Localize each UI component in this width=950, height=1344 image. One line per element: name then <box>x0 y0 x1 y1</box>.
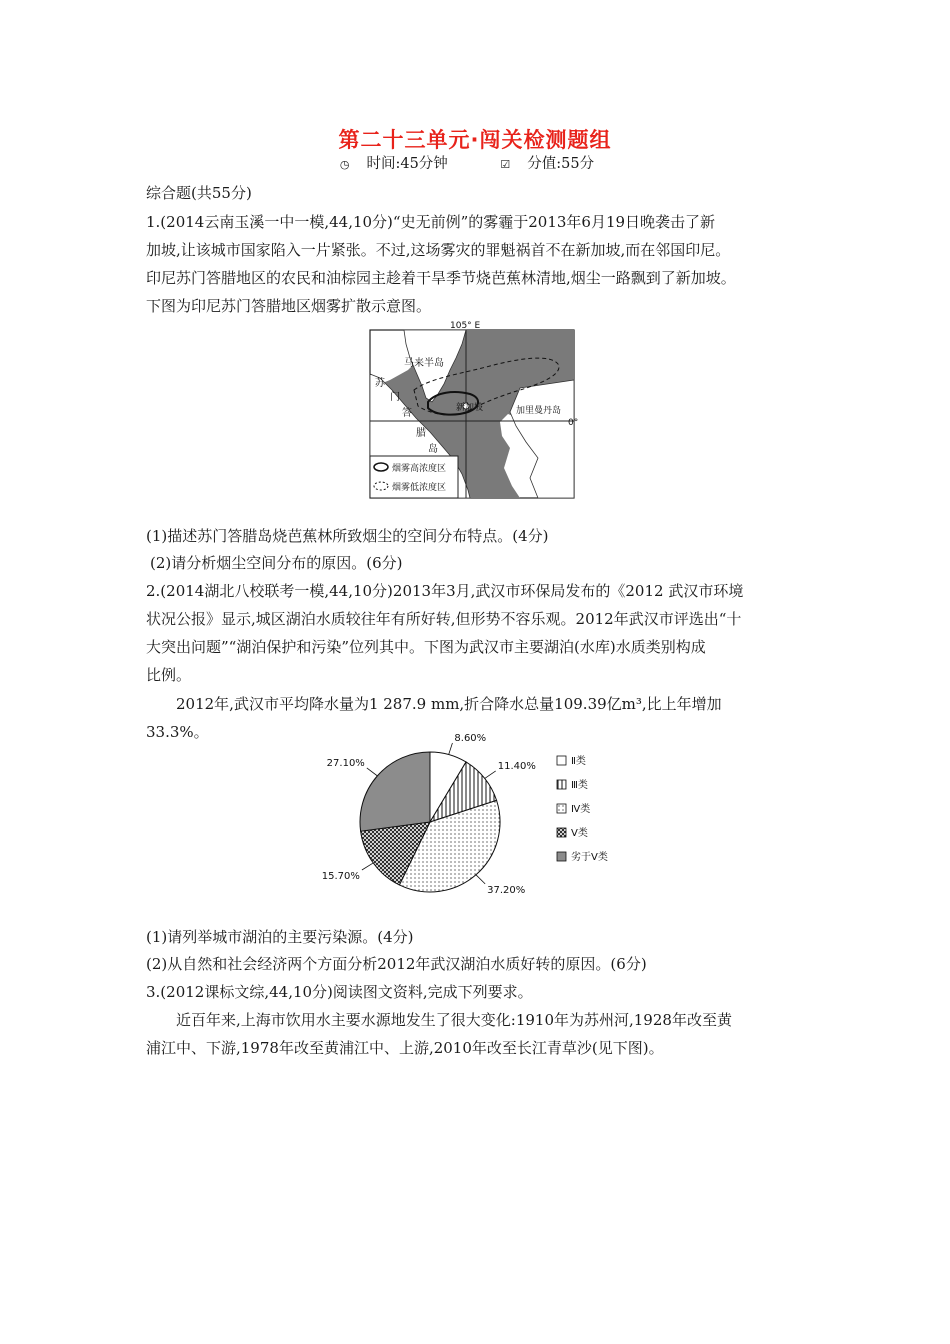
clock-icon: ◷ <box>339 158 350 171</box>
pie-legend <box>557 754 608 863</box>
legend-label-5: 劣于Ⅴ类 <box>571 852 608 863</box>
pie-slices <box>360 752 500 892</box>
malay-label: 马来半岛 <box>404 358 444 369</box>
q2-para-2: 33.3%。 <box>146 723 209 741</box>
q2-line-3: 大突出问题”“湖泊保护和污染”位列其中。下图为武汉市主要湖泊(水库)水质类别构成 <box>146 638 706 656</box>
legend-swatch-1 <box>557 756 566 765</box>
score-label: 分值:55分 <box>527 156 595 172</box>
legend-swatch-5 <box>557 852 566 861</box>
q2-line-2: 状况公报》显示,城区湖泊水质较往年有所好转,但形势不容乐观。2012年武汉市评选出“十 <box>146 610 742 628</box>
pie-leader-3 <box>476 875 485 884</box>
legend-label-1: Ⅱ类 <box>571 756 586 767</box>
q1-sub-2: (2)请分析烟尘空间分布的原因。(6分) <box>150 554 403 572</box>
time-label: 时间:45分钟 <box>366 156 448 172</box>
sumatra-label-3: 答 <box>402 408 412 419</box>
haze-map <box>370 318 579 500</box>
water-quality-pie-chart <box>321 732 635 900</box>
exam-meta <box>0 152 950 173</box>
legend-swatch-3 <box>557 804 566 813</box>
q1-line-1: 1.(2014云南玉溪一中一模,44,10分)“史无前例”的雾霾于2013年6月19日晚袭击了新 <box>146 213 716 231</box>
pie-label-2: 11.40% <box>497 760 536 772</box>
lat-label: 0° <box>568 418 579 428</box>
lon-label: 105° E <box>450 321 481 331</box>
legend-low-label: 烟雾低浓度区 <box>392 483 447 493</box>
sumatra-label-4: 腊 <box>416 428 426 439</box>
q1-sub-1: (1)描述苏门答腊岛烧芭蕉林所致烟尘的空间分布特点。(4分) <box>146 527 549 545</box>
pie-leader-5 <box>367 768 378 776</box>
q2-sub-2: (2)从自然和社会经济两个方面分析2012年武汉湖泊水质好转的原因。(6分) <box>146 955 647 973</box>
legend-swatch-2 <box>557 780 566 789</box>
legend-high-label: 烟雾高浓度区 <box>392 464 447 474</box>
q1-line-4: 下图为印尼苏门答腊地区烟雾扩散示意图。 <box>146 297 432 315</box>
q3-para-1: 近百年来,上海市饮用水主要水源地发生了很大变化:1910年为苏州河,1928年改至黄 <box>176 1011 732 1029</box>
q3-line-1: 3.(2012课标文综,44,10分)阅读图文资料,完成下列要求。 <box>146 983 533 1001</box>
q1-line-3: 印尼苏门答腊地区的农民和油棕园主趁着干旱季节烧芭蕉林清地,烟尘一路飘到了新加坡。 <box>146 269 736 287</box>
kalimantan-label: 加里曼丹岛 <box>516 406 562 416</box>
pie-leader-4 <box>362 863 373 870</box>
q2-para-1: 2012年,武汉市平均降水量为1 287.9 mm,折合降水总量109.39亿m³,比上年增加 <box>176 695 722 713</box>
q2-sub-1: (1)请列举城市湖泊的主要污染源。(4分) <box>146 928 414 946</box>
check-icon: ☑ <box>500 158 511 171</box>
legend-label-4: Ⅴ类 <box>571 828 588 839</box>
sumatra-label-5: 岛 <box>428 444 438 455</box>
q2-line-1: 2.(2014湖北八校联考一模,44,10分)2013年3月,武汉市环保局发布的《2012 武汉市环境 <box>146 582 744 600</box>
legend-label-3: Ⅳ类 <box>571 804 591 815</box>
page-title: 第二十三单元·闯关检测题组 <box>338 128 612 152</box>
q1-line-2: 加坡,让该城市国家陷入一片紧张。不过,这场雾灾的罪魁祸首不在新加坡,而在邻国印尼。 <box>146 241 731 259</box>
q3-para-2: 浦江中、下游,1978年改至黄浦江中、上游,2010年改至长江青草沙(见下图)。 <box>146 1039 664 1057</box>
pie-leader-2 <box>485 771 496 778</box>
pie-label-4: 15.70% <box>321 870 360 882</box>
pie-slice-5 <box>360 752 430 831</box>
pie-label-1: 8.60% <box>454 732 487 744</box>
section-heading: 综合题(共55分) <box>146 184 252 202</box>
q2-line-4: 比例。 <box>146 666 192 684</box>
sumatra-label-1: 苏 <box>375 378 385 389</box>
pie-label-3: 37.20% <box>487 884 526 896</box>
singapore-label: 新加坡 <box>456 403 484 413</box>
pie-label-5: 27.10% <box>326 757 365 769</box>
legend-swatch-4 <box>557 828 566 837</box>
legend-label-2: Ⅲ类 <box>571 780 588 791</box>
pie-leader-1 <box>449 743 453 755</box>
sumatra-label-2: 门 <box>390 392 400 403</box>
